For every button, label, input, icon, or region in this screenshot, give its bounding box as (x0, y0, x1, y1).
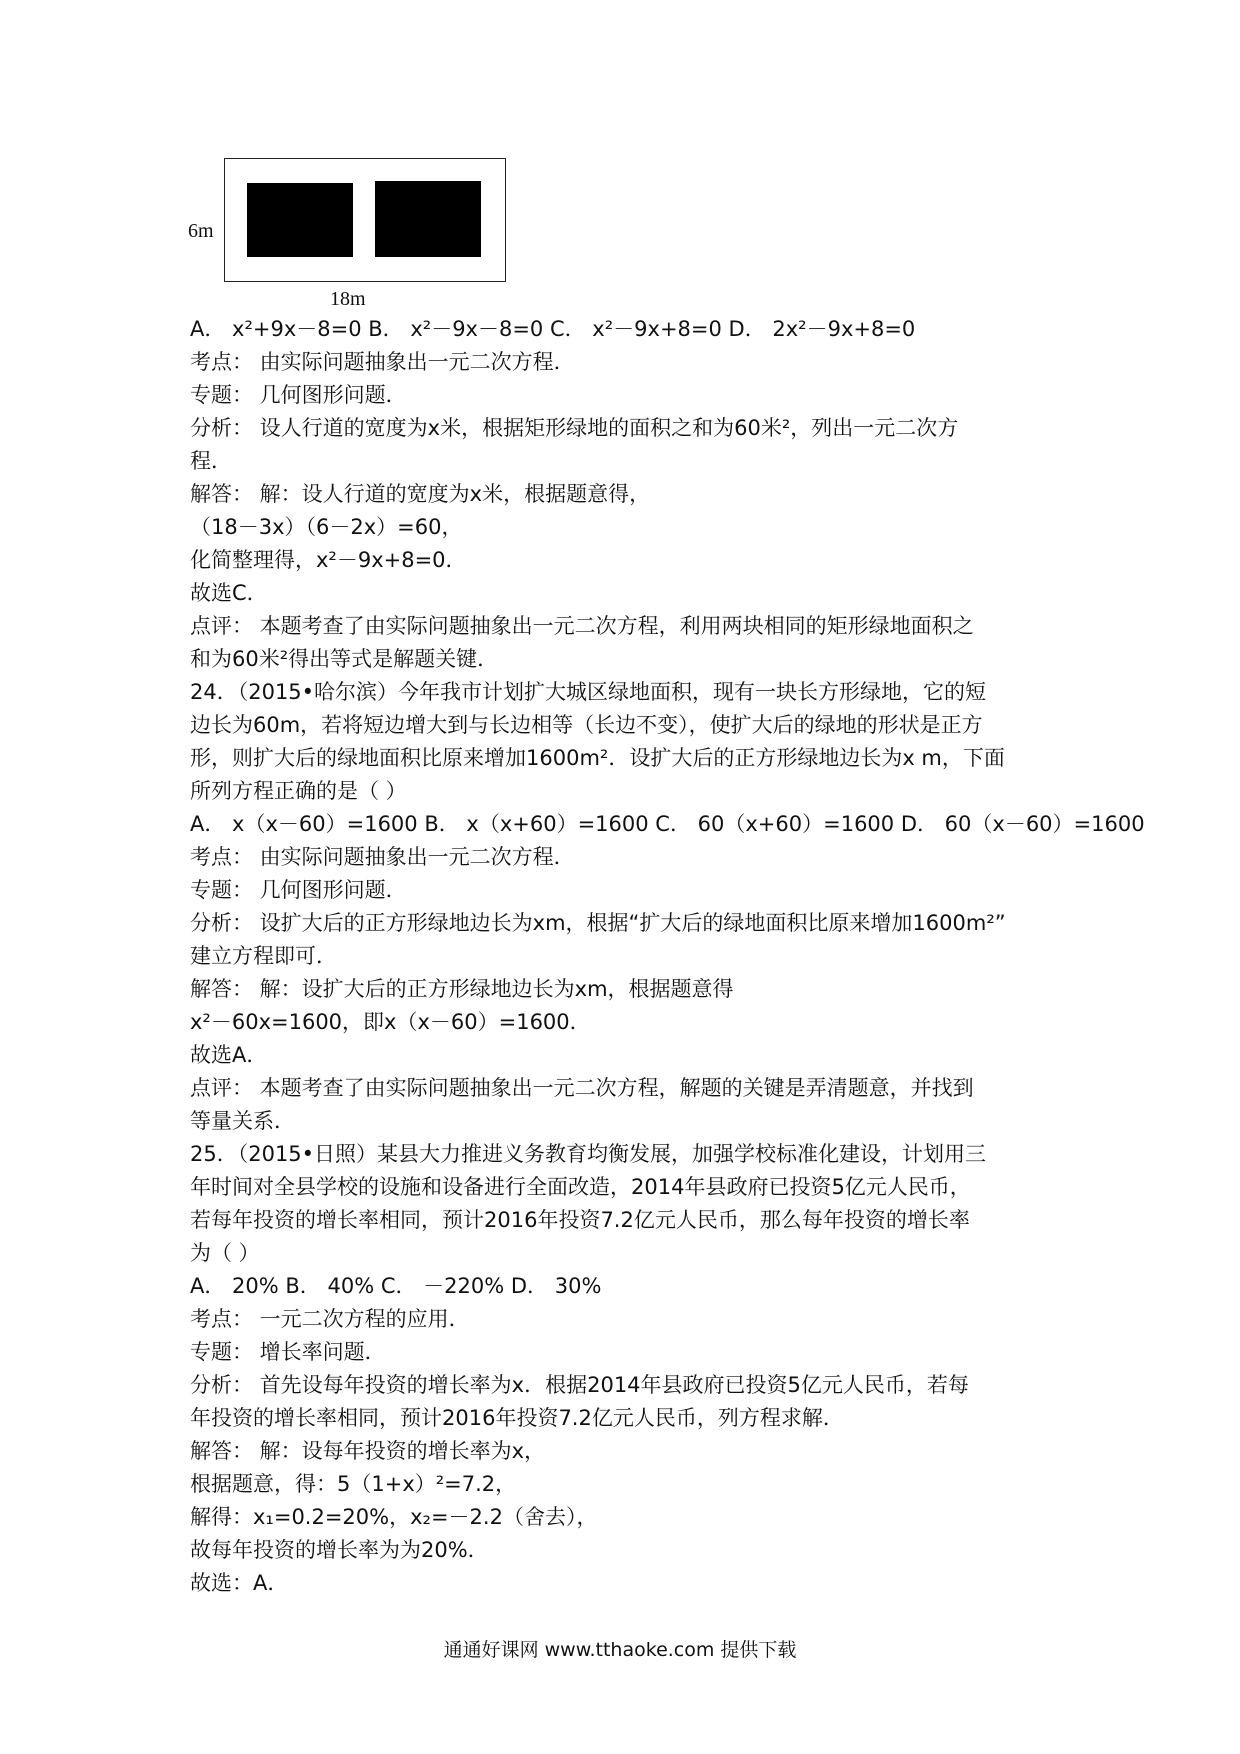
text-line: A． x（x－60）=1600 B． x（x+60）=1600 C． 60（x+60）=1600 D． 60（x－60）=1600 (190, 812, 1145, 836)
text-line: （18－3x）（6－2x）=60， (190, 515, 463, 539)
text-line: 分析： 首先设每年投资的增长率为x．根据2014年县政府已投资5亿元人民币，若每 (190, 1373, 969, 1397)
text-line: 若每年投资的增长率相同，预计2016年投资7.2亿元人民币，那么每年投资的增长率 (190, 1208, 970, 1232)
text-line: 考点： 由实际问题抽象出一元二次方程． (190, 350, 575, 374)
text-line: 和为60米²得出等式是解题关键． (190, 647, 499, 671)
text-line: 故每年投资的增长率为为20%． (190, 1538, 489, 1562)
text-line: A． 20% B． 40% C． －220% D． 30% (190, 1274, 602, 1298)
text-line: 根据题意，得：5（1+x）²=7.2， (190, 1472, 517, 1496)
text-line: 专题： 几何图形问题． (190, 878, 407, 902)
text-line: 故选C． (190, 581, 268, 605)
text-line: 所列方程正确的是（ ） (190, 779, 407, 803)
text-line: 等量关系． (190, 1109, 295, 1133)
text-line: 专题： 增长率问题． (190, 1340, 386, 1364)
text-line: 点评： 本题考查了由实际问题抽象出一元二次方程，解题的关键是弄清题意，并找到 (190, 1076, 974, 1100)
text-line: 分析： 设人行道的宽度为x米，根据矩形绿地的面积之和为60米²，列出一元二次方 (190, 416, 959, 440)
green-area-right (375, 181, 481, 257)
text-line: 化简整理得，x²－9x+8=0． (190, 548, 467, 572)
text-line: 为（ ） (190, 1241, 260, 1265)
text-line: 分析： 设扩大后的正方形绿地边长为xm，根据“扩大后的绿地面积比原来增加1600m²” (190, 911, 1006, 935)
text-line: 专题： 几何图形问题． (190, 383, 407, 407)
text-line: 故选A． (190, 1043, 268, 1067)
green-area-left (247, 183, 353, 257)
text-line: 解答： 解：设扩大后的正方形绿地边长为xm，根据题意得 (190, 977, 734, 1001)
text-line: 25．（2015•日照）某县大力推进义务教育均衡发展，加强学校标准化建设，计划用三 (190, 1142, 987, 1166)
page-footer: 通通好课网 www.tthaoke.com 提供下载 (443, 1639, 797, 1661)
text-line: 解答： 解：设每年投资的增长率为x， (190, 1439, 546, 1463)
text-line: x²－60x=1600，即x（x－60）=1600． (190, 1010, 591, 1034)
text-line: 故选：A． (190, 1571, 289, 1595)
text-line: 年投资的增长率相同，预计2016年投资7.2亿元人民币，列方程求解． (190, 1406, 844, 1430)
width-label: 18m (330, 288, 366, 310)
text-line: 考点： 一元二次方程的应用． (190, 1307, 470, 1331)
text-line: 解答： 解：设人行道的宽度为x米，根据题意得， (190, 482, 651, 506)
text-line: 考点： 由实际问题抽象出一元二次方程． (190, 845, 575, 869)
text-line: 程． (190, 449, 232, 473)
text-line: 边长为60m，若将短边增大到与长边相等（长边不变），使扩大后的绿地的形状是正方 (190, 713, 983, 737)
text-line: 24．（2015•哈尔滨）今年我市计划扩大城区绿地面积，现有一块长方形绿地，它的短 (190, 680, 987, 704)
text-line: 建立方程即可． (190, 944, 337, 968)
text-line: 形，则扩大后的绿地面积比原来增加1600m²．设扩大后的正方形绿地边长为x m，下面 (190, 746, 1005, 770)
text-line: 年时间对全县学校的设施和设备进行全面改造，2014年县政府已投资5亿元人民币， (190, 1175, 971, 1199)
height-label: 6m (188, 220, 214, 242)
rectangle-diagram (224, 158, 506, 282)
text-line: A． x²+9x－8=0 B． x²－9x－8=0 C． x²－9x+8=0 D． 2x²－9x+8=0 (190, 317, 916, 341)
text-line: 解得：x₁=0.2=20%，x₂=－2.2（舍去）， (190, 1505, 598, 1529)
text-line: 点评： 本题考查了由实际问题抽象出一元二次方程，利用两块相同的矩形绿地面积之 (190, 614, 974, 638)
